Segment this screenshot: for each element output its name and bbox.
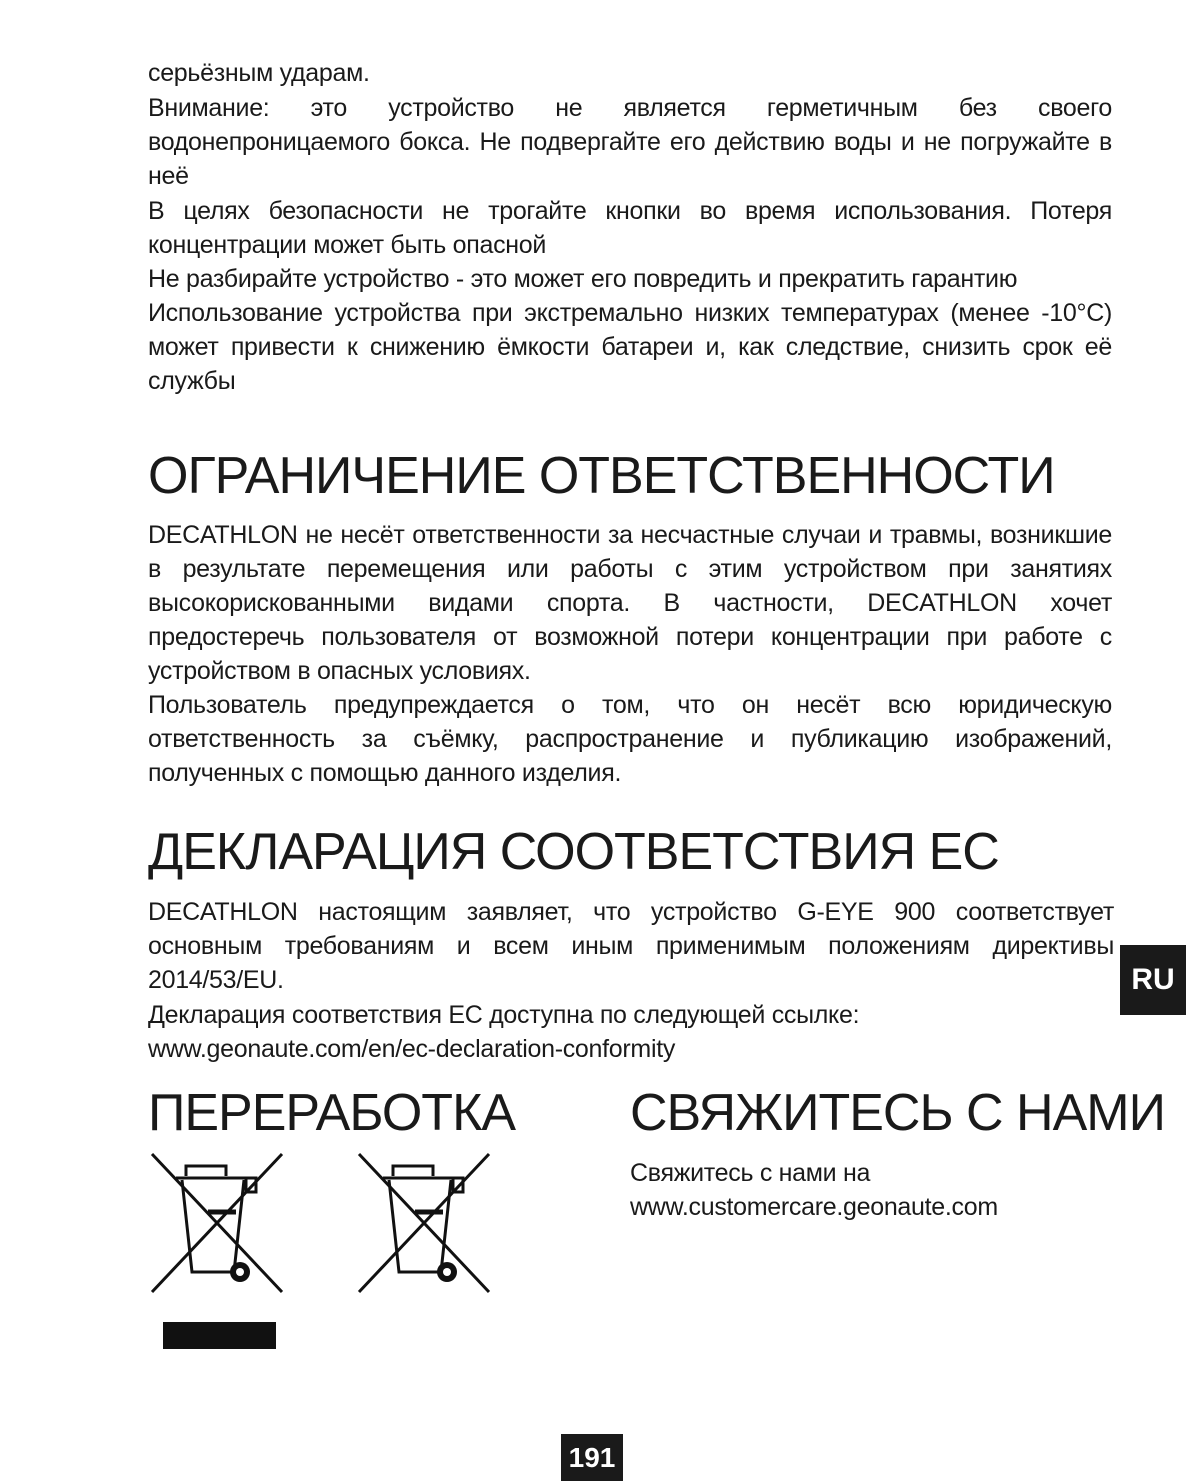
declaration-paragraph-2: Декларация соответствия ЕС доступна по следующей ссылке:: [148, 1001, 860, 1029]
crossed-out-wheelie-bin-icon: [355, 1150, 495, 1295]
contact-link[interactable]: www.customercare.geonaute.com: [630, 1193, 998, 1221]
contact-heading: СВЯЖИТЕСЬ С НАМИ: [630, 1084, 1165, 1142]
declaration-link[interactable]: www.geonaute.com/en/ec-declaration-conformity: [148, 1035, 676, 1063]
declaration-heading: ДЕКЛАРАЦИЯ СООТВЕТСТВИЯ ЕС: [148, 823, 999, 881]
language-tab: RU: [1120, 945, 1186, 1015]
separate-collection-bar: [163, 1322, 276, 1349]
recycling-heading: ПЕРЕРАБОТКА: [148, 1084, 516, 1142]
page-number: 191: [561, 1434, 623, 1481]
declaration-paragraph-1: DECATHLON настоящим заявляет, что устройство G-EYE 900 соответствует основным требованиям и всем иным применимым положениям директивы 2014/53/EU.: [148, 898, 1114, 994]
intro-buttons-warning: В целях безопасности не трогайте кнопки во время использования. Потеря концентрации может быть опасной: [148, 197, 1112, 259]
contact-text: Свяжитесь с нами на: [630, 1159, 871, 1187]
liability-paragraph-1: DECATHLON не несёт ответственности за несчастные случаи и травмы, возникшие в результате перемещения или работы с этим устройством при занятиях высокорискованными видами спорта. В частности, DECATHLON хочет предостеречь пользователя от возможной потери концентрации при работе с устройством в опасных условиях.: [148, 521, 1112, 685]
liability-paragraph-2: Пользователь предупреждается о том, что он несёт всю юридическую ответственность за съёмку, распространение и публикацию изображений, полученных с помощью данного изделия.: [148, 691, 1112, 787]
intro-temperature-warning: Использование устройства при экстремально низких температурах (менее -10°C) может привести к снижению ёмкости батареи и, как следствие, снизить срок её службы: [148, 299, 1112, 395]
intro-disassembly-warning: Не разбирайте устройство - это может его повредить и прекратить гарантию: [148, 265, 1018, 293]
intro-line-1: серьёзным ударам.: [148, 59, 370, 87]
liability-heading: ОГРАНИЧЕНИЕ ОТВЕТСТВЕННОСТИ: [148, 447, 1055, 505]
intro-waterproof-warning: Внимание: это устройство не является герметичным без своего водонепроницаемого бокса. Не подвергайте его действию воды и не погружайте в неё: [148, 94, 1112, 190]
crossed-out-wheelie-bin-icon: [148, 1150, 288, 1295]
